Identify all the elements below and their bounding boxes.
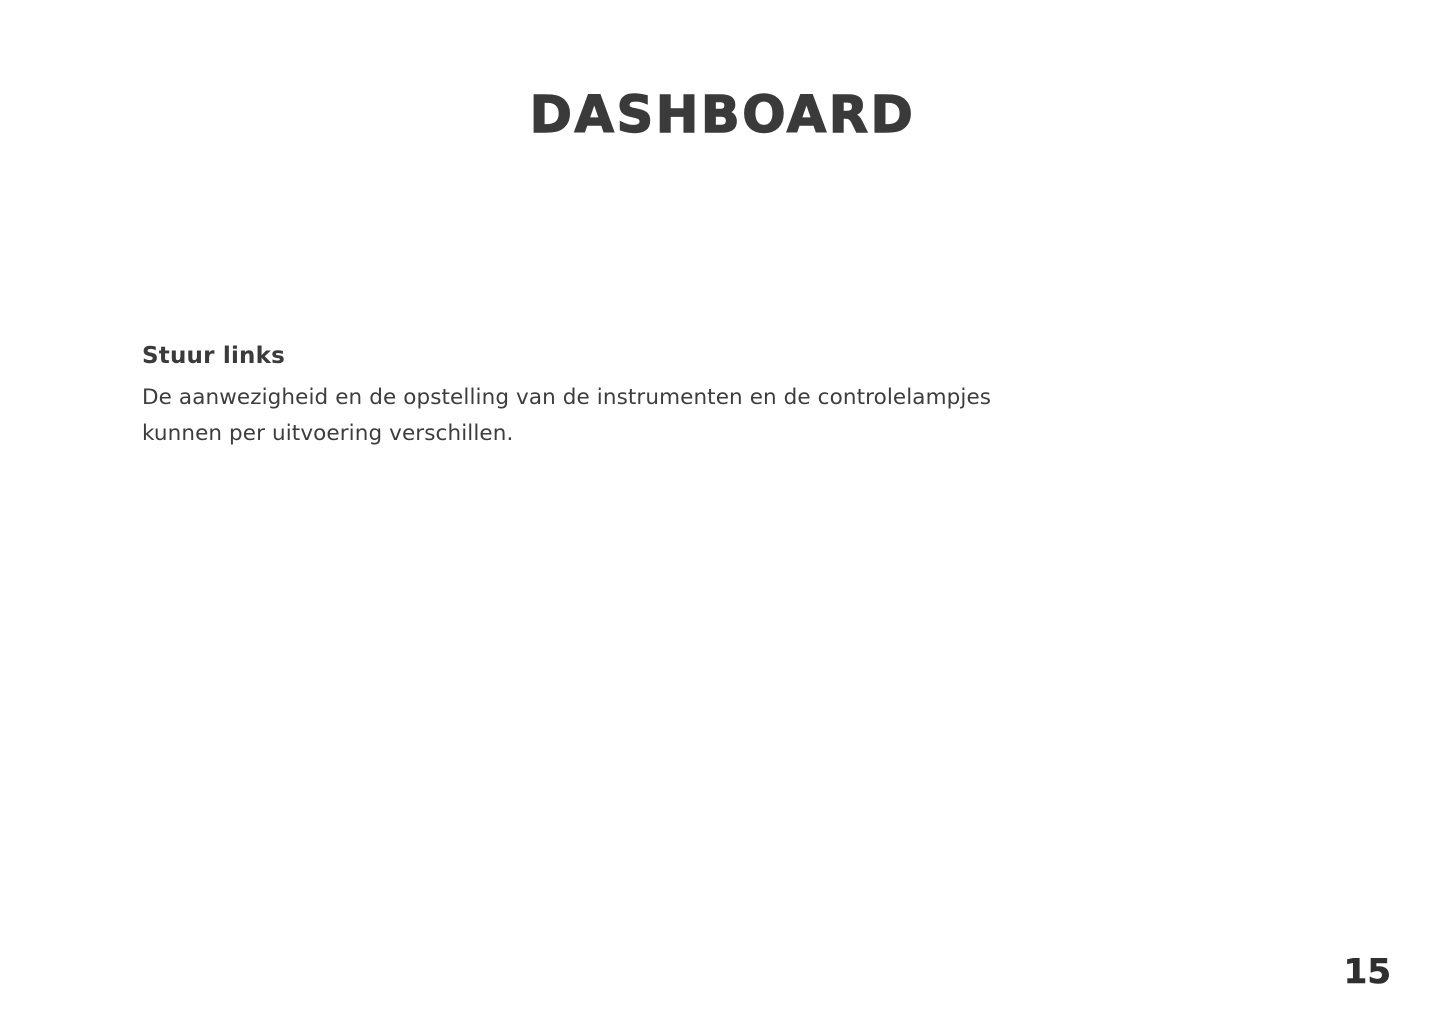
body-paragraph [142, 380, 1042, 452]
section-heading: Stuur links [142, 343, 285, 370]
page-title: DASHBOARD [529, 86, 916, 146]
paragraph-line: De aanwezigheid en de opstelling van de instrumenten en de controlelampjes [142, 385, 992, 410]
page-number: 15 [1343, 952, 1391, 992]
paragraph-line: kunnen per uitvoering verschillen. [142, 421, 514, 446]
